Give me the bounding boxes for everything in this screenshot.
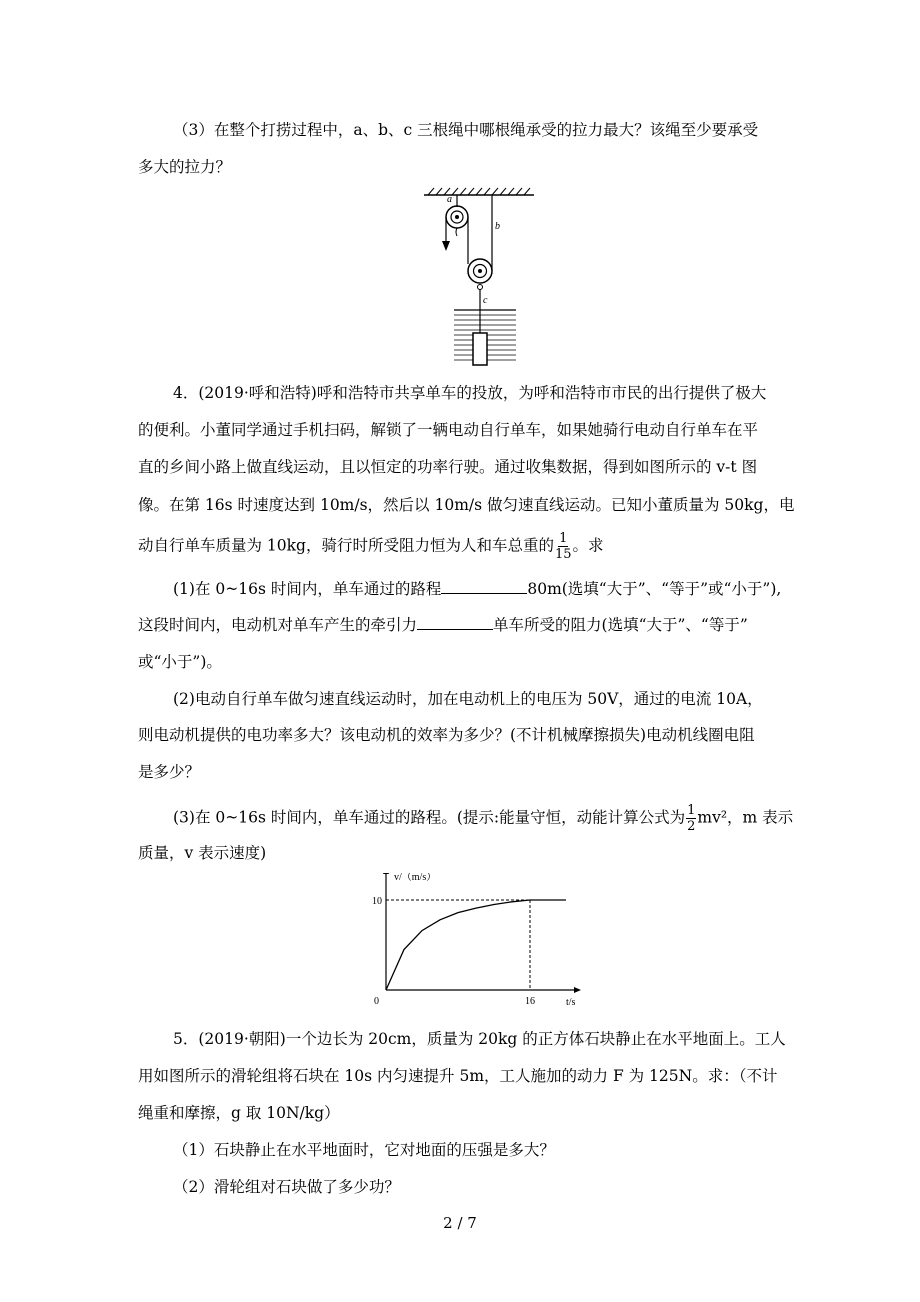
- y-tick-label-10: 10: [372, 896, 382, 907]
- q4-sub1-text-b: 80m(选填“大于”、“等于”或“小于”),: [527, 580, 782, 598]
- x-axis-label: t/s: [566, 997, 576, 1008]
- fraction-one-half: [686, 803, 696, 834]
- q4-line5-post: 。求: [572, 536, 604, 555]
- q4-sub1-text-c: 这段时间内，电动机对单车产生的牵引力: [138, 616, 418, 634]
- x-axis-arrow: [574, 987, 581, 993]
- y-axis-label: v/（m/s）: [394, 873, 437, 883]
- q4-sub3-line1: [173, 803, 794, 834]
- q5-sub2: （2）滑轮组对石块做了多少功？: [173, 1178, 400, 1196]
- q4-sub2-line2: 则电动机提供的电功率多大？该电动机的效率为多少？(不计机械摩擦损失)电动机线圈电阻: [138, 726, 755, 744]
- frac-half-denominator: 2: [687, 819, 696, 834]
- answer-blank-1[interactable]: [441, 579, 527, 594]
- q4-sub2-line3: 是多少？: [138, 763, 201, 781]
- q5-line3: 绳重和摩擦，g 取 10N/kg）: [138, 1104, 340, 1122]
- q5-sub1: （1）石块静止在水平地面时，它对地面的压强是多大？: [173, 1141, 555, 1159]
- frac-half-numerator: 1: [687, 803, 696, 818]
- q4-sub3-text-b: mv²，m 表示: [697, 808, 794, 827]
- q4-sub1-text-d: 单车所受的阻力(选填“大于”、“等于”: [493, 616, 748, 634]
- pulley-figure: [420, 185, 540, 370]
- q4-line5: [138, 531, 782, 562]
- frac-denominator: 15: [554, 547, 572, 562]
- x-tick-label-16: 16: [525, 996, 535, 1007]
- q4-sub1-line2: [138, 613, 782, 637]
- answer-blank-2[interactable]: [417, 615, 493, 630]
- q4-sub1-line3: 或“小于”)。: [138, 653, 222, 671]
- q4-sub3-line2: 质量，v 表示速度): [138, 844, 267, 862]
- q4-line1: 4．(2019·呼和浩特)呼和浩特市共享单车的投放，为呼和浩特市市民的出行提供了极大: [173, 384, 767, 402]
- q3-line2: 多大的拉力？: [138, 158, 232, 176]
- q5-line1: 5．(2019·朝阳)一个边长为 20cm，质量为 20kg 的正方体石块静止在水平地面上。工人: [173, 1030, 786, 1048]
- label-a: a: [447, 194, 452, 205]
- origin-label: 0: [374, 996, 379, 1007]
- vt-chart: [360, 873, 600, 1008]
- q4-line3: 直的乡间小路上做直线运动，且以恒定的功率行驶。通过收集数据，得到如图所示的 v-t 图: [138, 458, 758, 476]
- q4-sub3-text-a: (3)在 0~16s 时间内，单车通过的路程。(提示:能量守恒，动能计算公式为: [173, 808, 686, 827]
- label-c: c: [483, 295, 488, 306]
- q3-line1: （3）在整个打捞过程中，a、b、c 三根绳中哪根绳承受的拉力最大？该绳至少要承受: [173, 121, 759, 139]
- q4-sub1-line1: [173, 577, 782, 601]
- fraction-one-fifteenth: [555, 531, 572, 562]
- q4-line5-pre: 动自行单车质量为 10kg，骑行时所受阻力恒为人和车总重的: [138, 536, 554, 555]
- label-b: b: [495, 221, 500, 232]
- q4-sub2-line1: (2)电动自行单车做匀速直线运动时，加在电动机上的电压为 50V，通过的电流 10A，: [173, 690, 763, 708]
- q4-sub1-text-a: (1)在 0~16s 时间内，单车通过的路程: [173, 580, 442, 598]
- q4-line4: 像。在第 16s 时速度达到 10m/s，然后以 10m/s 做匀速直线运动。已知小董质量为 50kg，电: [138, 496, 795, 514]
- page-number: 2 / 7: [443, 1214, 477, 1232]
- frac-numerator: 1: [559, 531, 568, 546]
- y-axis-arrow: [383, 873, 389, 874]
- velocity-curve: [386, 900, 566, 990]
- q4-line2: 的便利。小董同学通过手机扫码，解锁了一辆电动自行单车，如果她骑行电动自行单车在平: [138, 421, 759, 439]
- q5-line2: 用如图所示的滑轮组将石块在 10s 内匀速提升 5m，工人施加的动力 F 为 125N。求：（不计: [138, 1067, 778, 1085]
